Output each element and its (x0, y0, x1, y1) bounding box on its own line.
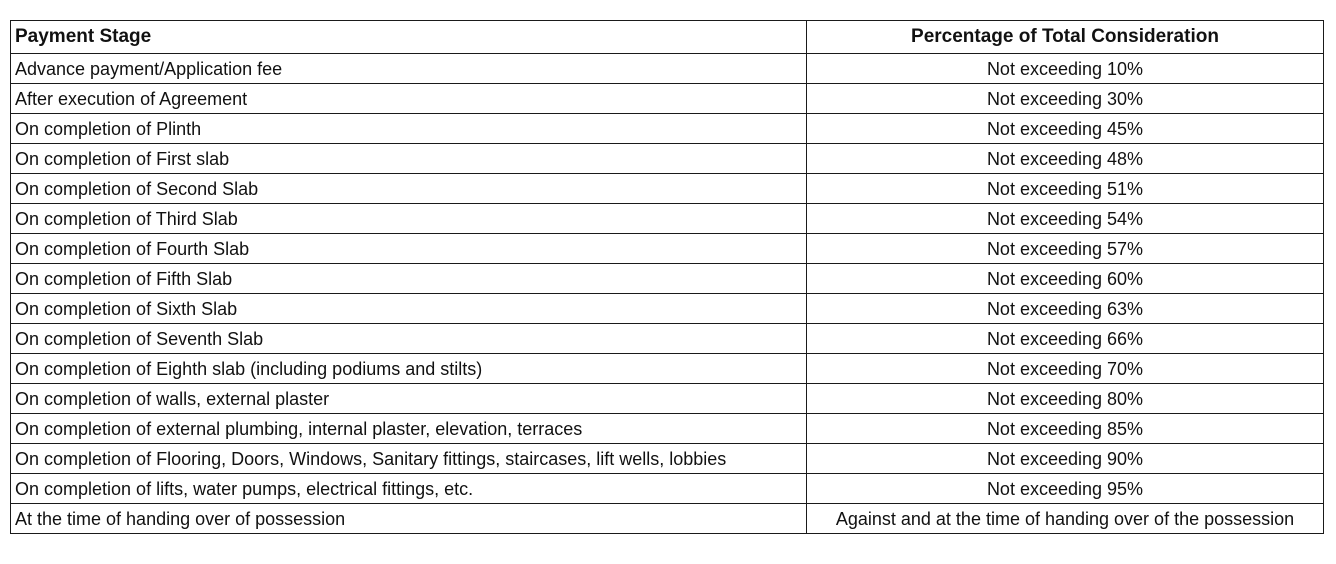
table-row (11, 54, 1324, 84)
percentage-cell: Not exceeding 80% (807, 384, 1324, 414)
percentage-cell: Not exceeding 90% (807, 444, 1324, 474)
table-row (11, 384, 1324, 414)
percentage-cell: Not exceeding 51% (807, 174, 1324, 204)
header-percentage: Percentage of Total Consideration (807, 21, 1324, 54)
stage-cell: At the time of handing over of possession (11, 504, 807, 534)
table-row (11, 204, 1324, 234)
percentage-cell: Not exceeding 45% (807, 114, 1324, 144)
header-payment-stage: Payment Stage (11, 21, 807, 54)
table-body (11, 54, 1324, 534)
percentage-cell: Not exceeding 57% (807, 234, 1324, 264)
stage-cell: On completion of external plumbing, internal plaster, elevation, terraces (11, 414, 807, 444)
stage-cell: On completion of lifts, water pumps, electrical fittings, etc. (11, 474, 807, 504)
stage-cell: On completion of Fifth Slab (11, 264, 807, 294)
percentage-cell: Not exceeding 10% (807, 54, 1324, 84)
table-row (11, 414, 1324, 444)
percentage-cell: Not exceeding 66% (807, 324, 1324, 354)
table-row (11, 504, 1324, 534)
stage-cell: On completion of Second Slab (11, 174, 807, 204)
table-row (11, 264, 1324, 294)
stage-cell: Advance payment/Application fee (11, 54, 807, 84)
payment-schedule-table (10, 20, 1324, 534)
stage-cell: On completion of First slab (11, 144, 807, 174)
table-row (11, 324, 1324, 354)
percentage-cell: Not exceeding 48% (807, 144, 1324, 174)
percentage-cell: Not exceeding 63% (807, 294, 1324, 324)
table-row (11, 114, 1324, 144)
stage-cell: On completion of walls, external plaster (11, 384, 807, 414)
percentage-cell: Not exceeding 95% (807, 474, 1324, 504)
stage-cell: After execution of Agreement (11, 84, 807, 114)
table-row (11, 174, 1324, 204)
table-row (11, 444, 1324, 474)
percentage-cell: Not exceeding 54% (807, 204, 1324, 234)
table-row (11, 474, 1324, 504)
stage-cell: On completion of Seventh Slab (11, 324, 807, 354)
stage-cell: On completion of Plinth (11, 114, 807, 144)
stage-cell: On completion of Sixth Slab (11, 294, 807, 324)
table-row (11, 144, 1324, 174)
table-row (11, 294, 1324, 324)
percentage-cell: Not exceeding 30% (807, 84, 1324, 114)
payment-schedule-table-container (10, 20, 1323, 534)
table-row (11, 354, 1324, 384)
table-row (11, 84, 1324, 114)
percentage-cell: Not exceeding 85% (807, 414, 1324, 444)
percentage-cell: Against and at the time of handing over of the possession (807, 504, 1324, 534)
table-row (11, 234, 1324, 264)
header-row (11, 21, 1324, 54)
stage-cell: On completion of Eighth slab (including podiums and stilts) (11, 354, 807, 384)
stage-cell: On completion of Flooring, Doors, Windows, Sanitary fittings, staircases, lift wells, lobbies (11, 444, 807, 474)
percentage-cell: Not exceeding 60% (807, 264, 1324, 294)
stage-cell: On completion of Third Slab (11, 204, 807, 234)
percentage-cell: Not exceeding 70% (807, 354, 1324, 384)
table-header (11, 21, 1324, 54)
stage-cell: On completion of Fourth Slab (11, 234, 807, 264)
